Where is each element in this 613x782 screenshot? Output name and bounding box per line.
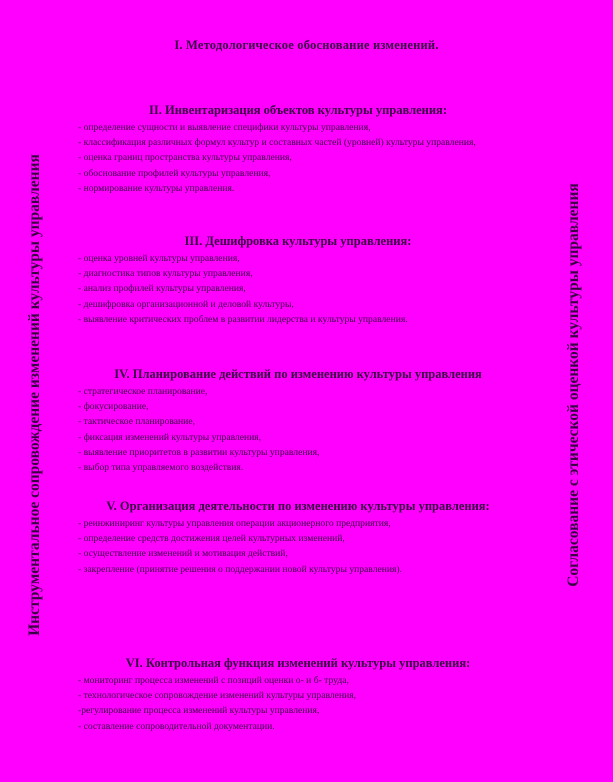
section-heading: III. Дешифровка культуры управления: [184, 234, 412, 248]
list-item: - дешифровка организационной и деловой культуры, [78, 298, 294, 310]
list-item: -регулирование процесса изменений культуры управления, [78, 705, 320, 717]
list-item: - выявление критических проблем в развитии лидерства и культуры управления. [78, 313, 408, 325]
section-items [78, 673, 518, 734]
list-item: - стратегическое планирование, [78, 386, 208, 397]
section-control [78, 655, 518, 734]
list-item: - нормирование культуры управления. [78, 182, 235, 194]
list-item: - составление сопроводительной документации. [78, 720, 275, 732]
left-side-label: Инструментальное сопровождение изменений культуры управления [26, 154, 43, 636]
section-decoding [78, 233, 518, 327]
list-item: - выявление приоритетов в развитии культуры управления, [78, 446, 320, 458]
list-item: - определение средств достижения целей культурных изменений, [78, 533, 345, 545]
list-item: - осуществление изменений и мотивация действий, [78, 548, 288, 560]
section-heading: IV. Планирование действий по изменению культуры управления [114, 367, 482, 381]
list-item: - технологическое сопровождение изменений культуры управления, [78, 690, 357, 702]
list-item: - классификация различных формул культур и составных частей (уровней) культуры управления, [78, 137, 476, 149]
list-item: - выбор типа управляемого воздействия. [78, 462, 244, 474]
section-items [78, 251, 518, 327]
list-item: - мониторинг процесса изменений с позиций оценки о- и б- труда, [78, 675, 349, 686]
section-heading: VI. Контрольная функция изменений культуры управления: [125, 656, 471, 670]
section-organization [78, 498, 518, 577]
section-items [78, 120, 518, 196]
section-inventory [78, 102, 518, 196]
list-item: - реинжиниринг культуры управления операции акционерного предприятия, [78, 518, 391, 529]
list-item: - оценка уровней культуры управления, [78, 253, 240, 264]
list-item: - закрепление (принятие решения о поддержании новой культуры управления). [78, 563, 403, 575]
right-side-label: Согласование с этической оценкой культуры управления [565, 183, 582, 587]
section-items [78, 516, 518, 577]
list-item: - анализ профилей культуры управления, [78, 283, 246, 295]
section-heading: V. Организация деятельности по изменению культуры управления: [106, 499, 490, 513]
section-planning [78, 366, 518, 475]
list-item: - обоснование профилей культуры управления, [78, 167, 271, 179]
list-item: - диагностика типов культуры управления, [78, 268, 253, 280]
list-item: - фиксация изменений культуры управления, [78, 431, 262, 443]
section-heading: II. Инвентаризация объектов культуры управления: [149, 103, 447, 117]
list-item: - оценка границ пространства культуры управления, [78, 152, 292, 164]
list-item: - фокусирование, [78, 401, 149, 413]
list-item: - определение сущности и выявление специфики культуры управления, [78, 122, 371, 133]
list-item: - тактическое планирование, [78, 416, 195, 428]
section-title-methodology: I. Методологическое обоснование изменений. [174, 38, 439, 52]
section-items [78, 384, 518, 475]
